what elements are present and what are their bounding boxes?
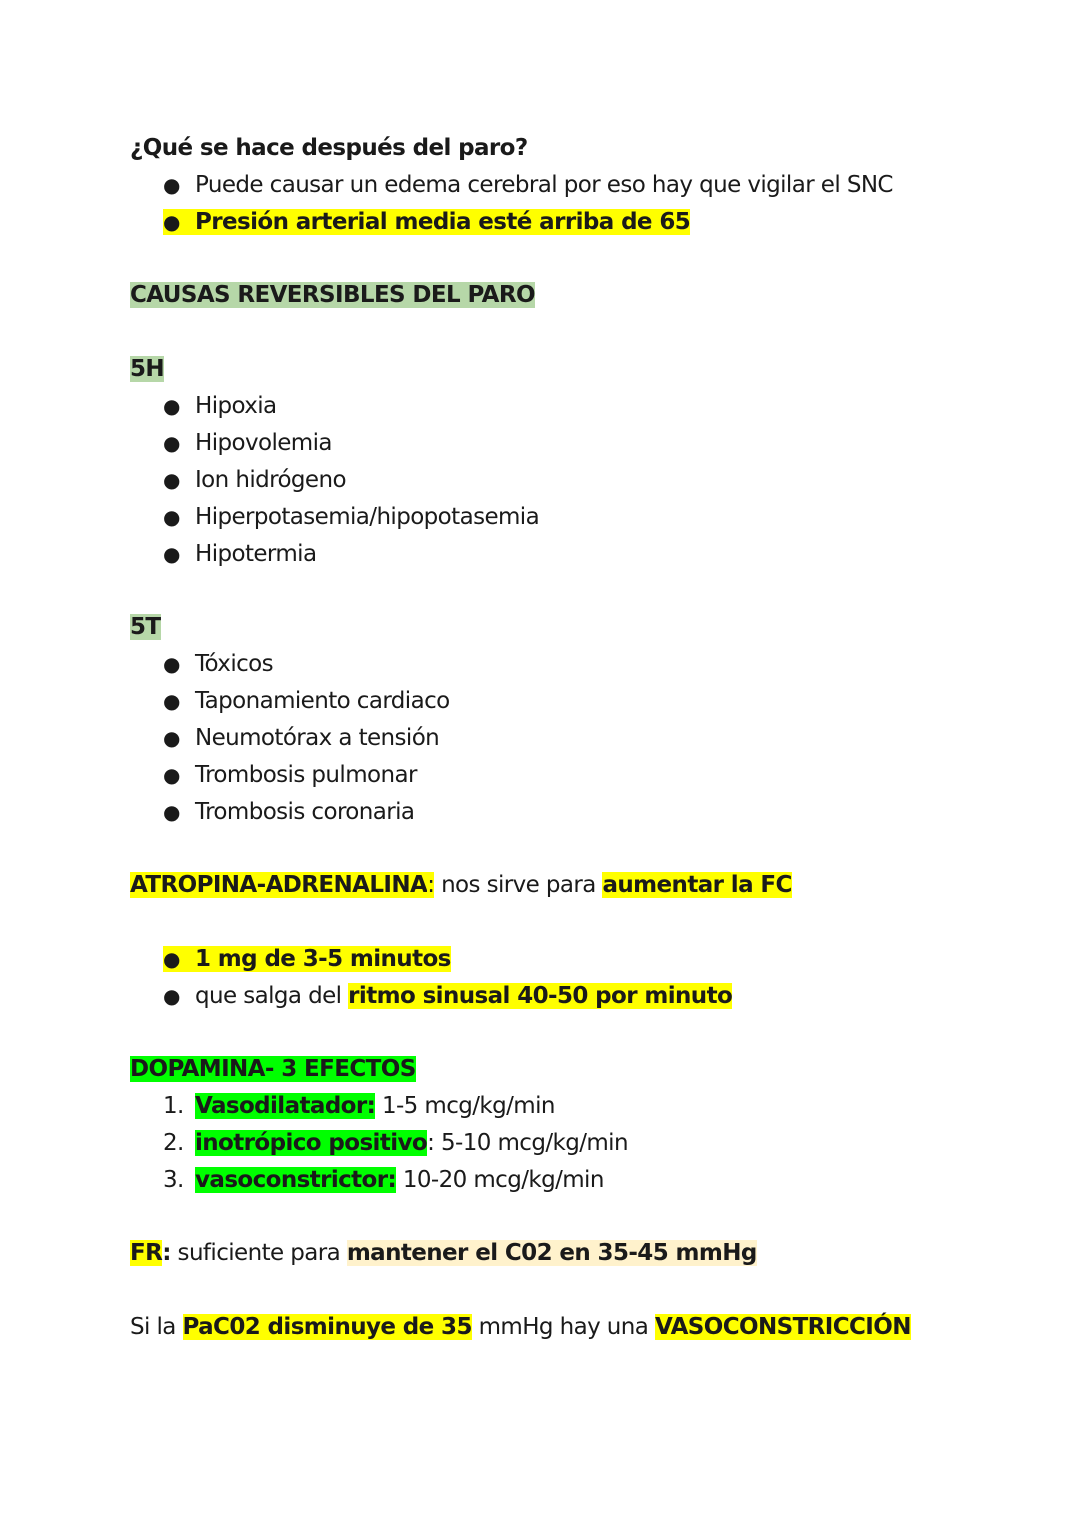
five-h-label: 5H [130, 356, 165, 382]
paco2-line: Si la PaC02 disminuye de 35 mmHg hay una VASOCONSTRICCIÓN [130, 1314, 911, 1340]
list-item: ● Trombosis pulmonar [163, 762, 417, 788]
dopamina-heading: DOPAMINA- 3 EFECTOS [130, 1056, 416, 1082]
list-item: ● Hiperpotasemia/hipopotasemia [163, 504, 540, 530]
list-item: ● Trombosis coronaria [163, 799, 415, 825]
list-item-map: ● Presión arterial media esté arriba de 65 [163, 209, 691, 235]
list-item-rhythm: ● que salga del ritmo sinusal 40-50 por minuto [163, 983, 733, 1009]
five-t-label: 5T [130, 614, 161, 640]
list-item: 1. Vasodilatador: 1-5 mcg/kg/min [163, 1093, 555, 1119]
list-item: ● Hipotermia [163, 541, 317, 567]
list-item: ● Taponamiento cardiaco [163, 688, 450, 714]
atropina-line: ATROPINA-ADRENALINA: nos sirve para aumentar la FC [130, 872, 792, 898]
list-item: ● Hipoxia [163, 393, 277, 419]
list-item: 2. inotrópico positivo: 5-10 mcg/kg/min [163, 1130, 628, 1156]
list-item: ● Hipovolemia [163, 430, 332, 456]
causes-heading: CAUSAS REVERSIBLES DEL PARO [130, 282, 535, 308]
list-item-dose: ● 1 mg de 3-5 minutos [163, 946, 451, 972]
list-item: 3. vasoconstrictor: 10-20 mcg/kg/min [163, 1167, 604, 1193]
after-arrest-heading: ¿Qué se hace después del paro? [130, 135, 528, 161]
list-item: ● Puede causar un edema cerebral por eso hay que vigilar el SNC [163, 172, 893, 198]
list-item: ● Neumotórax a tensión [163, 725, 440, 751]
list-item: ● Tóxicos [163, 651, 274, 677]
fr-line: FR: suficiente para mantener el C02 en 35-45 mmHg [130, 1240, 757, 1266]
list-item: ● Ion hidrógeno [163, 467, 346, 493]
